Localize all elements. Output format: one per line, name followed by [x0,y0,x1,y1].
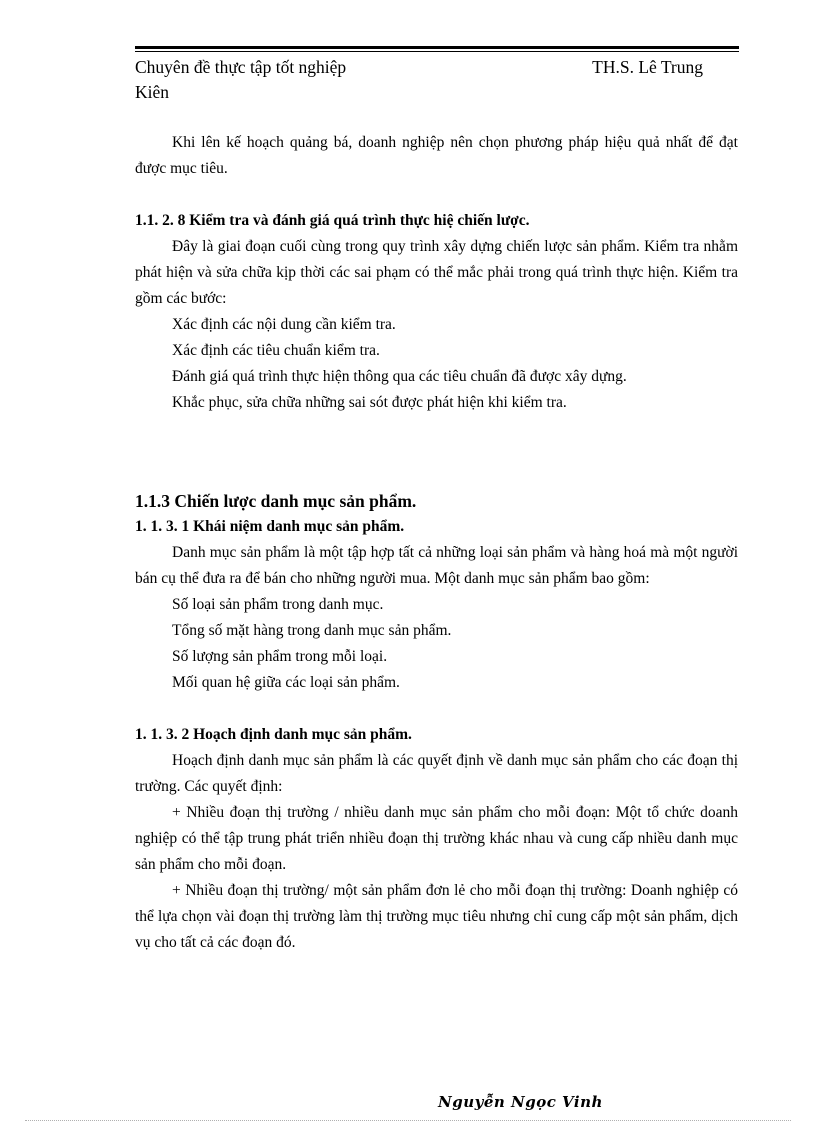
list-item: Xác định các tiêu chuẩn kiểm tra. [172,342,380,359]
list-item: Mối quan hệ giữa các loại sản phẩm. [172,674,400,691]
section-paragraph: Đây là giai đoạn cuối cùng trong quy trình xây dựng chiến lược sản phẩm. Kiểm tra nhằm phát hiện và sửa chữa kịp thời các sai phạm có thể mắc phải trong quá trình thực hiện. Kiểm tra gồm các bước: [135,238,738,307]
list-item: Khắc phục, sửa chữa những sai sót được phát hiện khi kiểm tra. [172,394,567,411]
list-item: Số lượng sản phẩm trong mỗi loại. [172,648,388,665]
list-item: Đánh giá quá trình thực hiện thông qua các tiêu chuẩn đã được xây dựng. [172,368,627,385]
header-title: Chuyên đề thực tập tốt nghiệp [135,57,347,77]
section-heading-1-1-3: 1.1.3 Chiến lược danh mục sản phẩm. [135,491,417,511]
header-supervisor: TH.S. Lê Trung [592,57,703,77]
footer-author-signature: Nguyễn Ngọc Vinh [438,1093,603,1111]
section-heading-1-1-3-1: 1. 1. 3. 1 Khái niệm danh mục sản phẩm. [135,518,405,535]
list-item: Số loại sản phẩm trong danh mục. [172,596,384,613]
intro-paragraph: Khi lên kế hoạch quảng bá, doanh nghiệp nên chọn phương pháp hiệu quả nhất để đạt được mục tiêu. [135,134,738,177]
list-item: Xác định các nội dung cần kiểm tra. [172,316,396,333]
section-paragraph: Hoạch định danh mục sản phẩm là các quyết định về danh mục sản phẩm cho các đoạn thị trường. Các quyết định: [135,752,738,795]
section-paragraph: + Nhiều đoạn thị trường / nhiều danh mục sản phẩm cho mỗi đoạn: Một tổ chức doanh nghiệp có thể tập trung phát triển nhiều đoạn thị trường khác nhau và cung cấp nhiều danh mục sản phẩm cho mỗi đoạn. [135,804,738,873]
page-body [135,130,738,956]
header-rule-thin [135,51,739,52]
header-rule-thick [135,46,739,49]
list-item: Tổng số mặt hàng trong danh mục sản phẩm. [172,622,452,639]
section-paragraph: Danh mục sản phẩm là một tập hợp tất cả những loại sản phẩm và hàng hoá mà một người bán cụ thể đưa ra để bán cho những người mua. Một danh mục sản phẩm bao gồm: [135,544,738,587]
header-supervisor-continuation: Kiên [135,82,170,102]
page-header [135,55,739,105]
section-heading-1-1-2-8: 1.1. 2. 8 Kiểm tra và đánh giá quá trình thực hiệ chiến lược. [135,212,530,229]
section-heading-1-1-3-2: 1. 1. 3. 2 Hoạch định danh mục sản phẩm. [135,726,412,743]
section-paragraph: + Nhiều đoạn thị trường/ một sản phẩm đơn lẻ cho mỗi đoạn thị trường: Doanh nghiệp có thể lựa chọn vài đoạn thị trường làm thị trường mục tiêu nhưng chỉ cung cấp một sản phẩm, dịch vụ cho tất cả các đoạn đó. [135,882,738,951]
footer-divider [25,1120,791,1121]
